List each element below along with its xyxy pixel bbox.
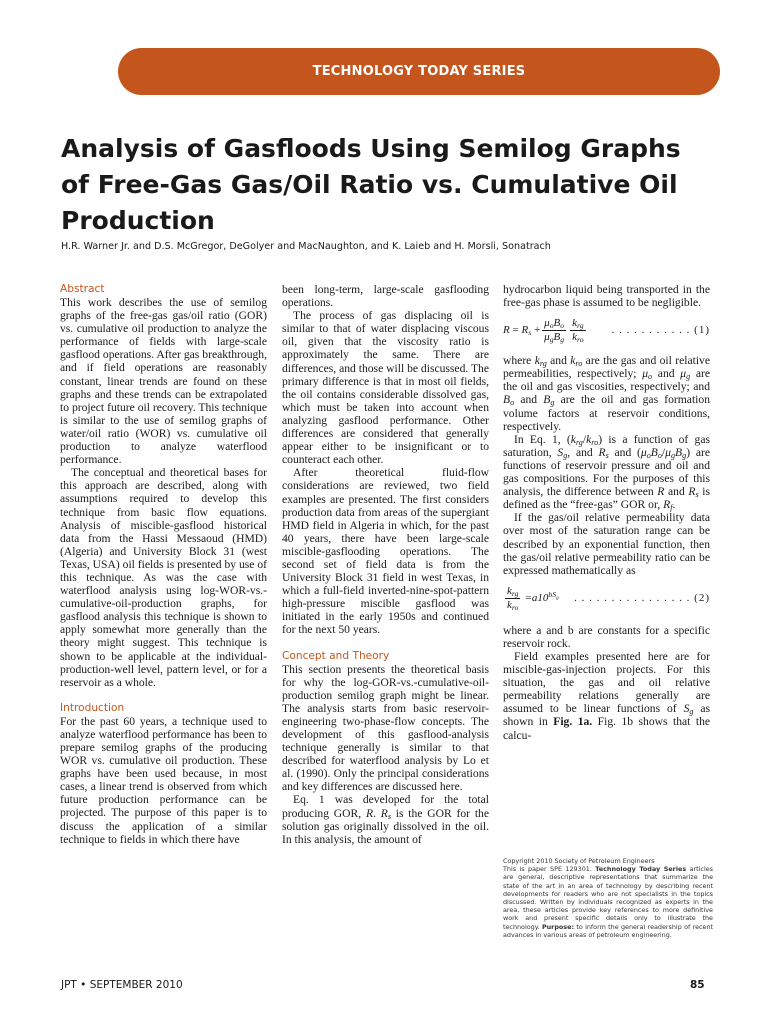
equation-1-perm-fraction: $\frac{k_{rg}}{k_{ro}}$ bbox=[572, 317, 584, 345]
abstract-heading: Abstract bbox=[60, 283, 105, 295]
journal-footer: JPT • SEPTEMBER 2010 bbox=[61, 979, 183, 991]
introduction-paragraph-1: For the past 60 years, a technique used to analyze waterflood performance has been to prepare semilog graphs of the producing WOR vs. cumulative oil production. These graphs have been used because, in most cases, a linear trend is observed from which future production performance can be projected. The purpose of this paper is to discuss the application of a similar technique to fields in which there have bbox=[60, 714, 267, 846]
column-3 bbox=[503, 283, 710, 742]
relperm-paragraph: If the gas/oil relative permeability data over most of the saturation range can be described by an exponential function, then the gas/oil relative permeability ratio can be expressed mathematically as bbox=[503, 511, 710, 577]
copyright-description: This is paper SPE 129301. Technology Today Series articles are general, descriptive representations that summarize the state of the art in an area of technology by describing recent developments for readers who are not specialists in the topics discussed. Written by individuals recognized as experts in the area, these articles provide key references to more definitive work and present specific details only to illustrate the technology. Purpose: to inform the general readership of recent advances in various areas of petroleum engineering. bbox=[503, 865, 713, 939]
series-banner bbox=[118, 48, 720, 95]
concept-paragraph-1: This section presents the theoretical basis for why the log-GOR-vs.-cumulative-oil-production semilog graph might be linear. The analysis starts from basic reservoir-engineering two-phase-flow concepts. The development of this gasflood-analysis technique generally is similar to that described for waterflood analysis by Lo et al. (1990). Only the principal considerations and key differences are discussed here. bbox=[282, 662, 489, 794]
equation-2 bbox=[503, 585, 710, 612]
equation-2-number: . . . . . . . . . . . . . . . . (2) bbox=[574, 591, 710, 604]
body-paragraph-gas-displacing: The process of gas displacing oil is similar to that of water displacing viscous oil, given that the viscosity ratio is approximately the same. There are differences, and those will be discussed. The primary difference is that in most oil fields, the oil contains considerable dissolved gas, which must be taken into account when analyzing gasflood performance. Other differences are considered that generally appear either to be insignificant or to counteract each other. bbox=[282, 309, 489, 467]
authors-line: H.R. Warner Jr. and D.S. McGregor, DeGolyer and MacNaughton, and K. Laieb and H. Morsli, Sonatrach bbox=[61, 241, 551, 252]
introduction-heading: Introduction bbox=[60, 701, 125, 714]
body-paragraph-hydrocarbon: hydrocarbon liquid being transported in the free-gas phase is assumed to be negligible. bbox=[503, 283, 710, 310]
body-paragraph-field-examples: After theoretical fluid-flow considerations are reviewed, two field examples are presented. The first considers production data from areas of the supergiant HMD field in Algeria in which, for the past 40 years, there have been large-scale miscible-gasflooding operations. The second set of field data is from the University Block 31 field in west Texas, in which a full-field inverted-nine-spot-pattern high-pressure miscible gasflood was initiated in the early 1950s and continued for the next 50 years. bbox=[282, 466, 489, 637]
abstract-paragraph-2: The conceptual and theoretical bases for this approach are described, along with assumptions required to develop this technique from basic flow equations. Analysis of miscible-gasflood historical data from the Hassi Messaoud (HMD) (Algeria) and University Block 31 (west Texas, USA) oil fields is presented by use of this technique. As was the case with waterflood analysis using log-WOR-vs.-cumulative-oil-production graphs, for gasflood analysis this technique is shown to apply somewhat more generally than the theory might suggest. This technique is shown to be applicable at the individual-production-well level, pattern level, or for a reservoir as a whole. bbox=[60, 466, 267, 689]
eq1-note-paragraph: In Eq. 1, $(k_{rg}/k_{ro})$ is a function of gas saturation, $S_g$, and $R_s$ and $(\mu_oB_o/\mu_gB_g)$ are functions of reservoir pressure and oil and gas compositions. For the purposes of this analysis, the difference between R and $R_s$ is defined as the “free-gas” GOR or, $R_f$. bbox=[503, 432, 711, 513]
page-number: 85 bbox=[690, 979, 705, 991]
field-examples-paragraph: Field examples presented here are for miscible-gas-injection projects. For this situation, the gas and oil relative permeability relations generally are assumed to be linear functions of $S_g$ as shown in Fig. 1a. Fig. 1b shows that the calcu- bbox=[503, 649, 711, 742]
equation-1-lhs: R bbox=[503, 324, 510, 337]
where-constants-paragraph: where a and b are constants for a specific reservoir rock. bbox=[503, 623, 710, 650]
column-2 bbox=[282, 283, 489, 846]
abstract-paragraph-1: This work describes the use of semilog graphs of the free-gas gas/oil ratio (GOR) vs. cumulative oil production to analyze the performance of fields with large-scale gasflood operations. After gas breakthrough, and if field operations are reasonably constant, linear trends are found on these graphs and these trends can be extrapolated to project future oil recovery. This technique is similar to the use of semilog graphs of water/oil ratio (WOR) vs. cumulative oil production to analyze waterflood performance. bbox=[60, 296, 267, 467]
concept-theory-heading: Concept and Theory bbox=[282, 649, 390, 662]
body-paragraph-continued: been long-term, large-scale gasflooding operations. bbox=[282, 283, 489, 310]
equation-1-viscosity-fraction: $\frac{\mu_oB_o}{\mu_gB_g}$ bbox=[544, 317, 565, 345]
equation-1-number: . . . . . . . . . . . (1) bbox=[611, 324, 710, 337]
equation-2-rhs: $=a10^{bS_g}$ bbox=[524, 589, 559, 604]
where-paragraph: where $k_{rg}$ and $k_{ro}$ are the gas and oil relative permeabilities, respectively; $\mu_o$ and $\mu_g$ are the oil and gas viscosities, respectively; and $B_o$ and $B_g$ are the oil and gas formation volume factors at reservoir conditions, respectively. bbox=[503, 354, 710, 433]
column-1 bbox=[60, 283, 267, 846]
equation-1: R = $R_s$ + $\frac{\mu_oB_o}{\mu_gB_g}$ $\frac{k_{rg}}{k_{ro}}$ . . . . . . . . . . . (1) bbox=[503, 317, 710, 345]
figure-1a-reference: Fig. 1a. bbox=[553, 715, 593, 729]
copyright-line: Copyright 2010 Society of Petroleum Engineers bbox=[503, 857, 655, 865]
concept-paragraph-2: Eq. 1 was developed for the total producing GOR, R. $R_s$ is the GOR for the solution gas originally dissolved in the oil. In this analysis, the amount of bbox=[282, 793, 489, 846]
equation-2-perm-fraction: $\frac{k_{rg}}{k_{ro}}$ bbox=[507, 584, 519, 612]
article-title: Analysis of Gasfloods Using Semilog Graphs of Free-Gas Gas/Oil Ratio vs. Cumulative Oil Production bbox=[61, 134, 681, 235]
copyright-notice bbox=[503, 857, 713, 939]
series-label: TECHNOLOGY TODAY SERIES bbox=[312, 64, 526, 79]
